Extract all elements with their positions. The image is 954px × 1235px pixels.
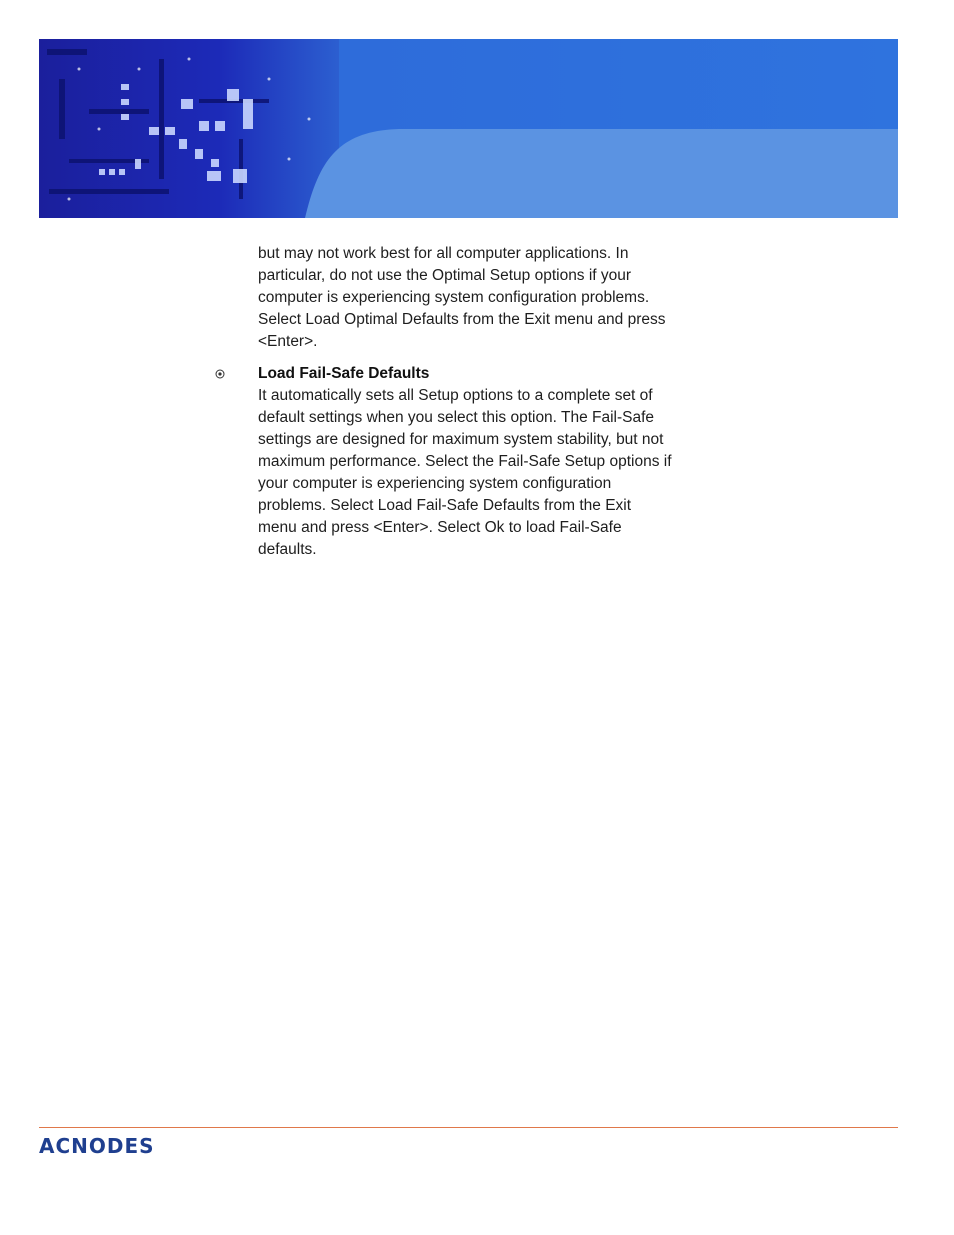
paragraph-line: menu and press <Enter>. Select Ok to load Fail-Safe: [258, 519, 622, 536]
paragraph-line: defaults.: [258, 541, 317, 558]
paragraph-line: It automatically sets all Setup options to a complete set of: [258, 387, 653, 404]
section-heading: Load Fail-Safe Defaults: [258, 365, 430, 382]
paragraph-line: computer is experiencing system configuration problems.: [258, 289, 650, 306]
paragraph-line: Select Load Optimal Defaults from the Exit menu and press: [258, 311, 666, 328]
paragraph-line: maximum performance. Select the Fail-Safe Setup options if: [258, 453, 672, 470]
continued-paragraph: [258, 243, 758, 353]
acnodes-logo: [39, 1134, 155, 1158]
paragraph-line: your computer is experiencing system configuration: [258, 475, 612, 492]
footer-divider: [39, 1127, 898, 1128]
fail-safe-defaults-section: [258, 363, 778, 561]
circuit-board-banner-graphic: [39, 39, 898, 218]
paragraph-line: problems. Select Load Fail-Safe Defaults from the Exit: [258, 497, 632, 514]
paragraph-line: <Enter>.: [258, 333, 318, 350]
header-banner: [39, 39, 898, 218]
logo-text: ACNODES: [39, 1134, 155, 1158]
paragraph-line: default settings when you select this option. The Fail-Safe: [258, 409, 655, 426]
circle-bullet-icon: [215, 369, 225, 379]
paragraph-line: but may not work best for all computer applications. In: [258, 245, 629, 262]
paragraph-line: settings are designed for maximum system stability, but not: [258, 431, 664, 448]
paragraph-line: particular, do not use the Optimal Setup options if your: [258, 267, 632, 284]
